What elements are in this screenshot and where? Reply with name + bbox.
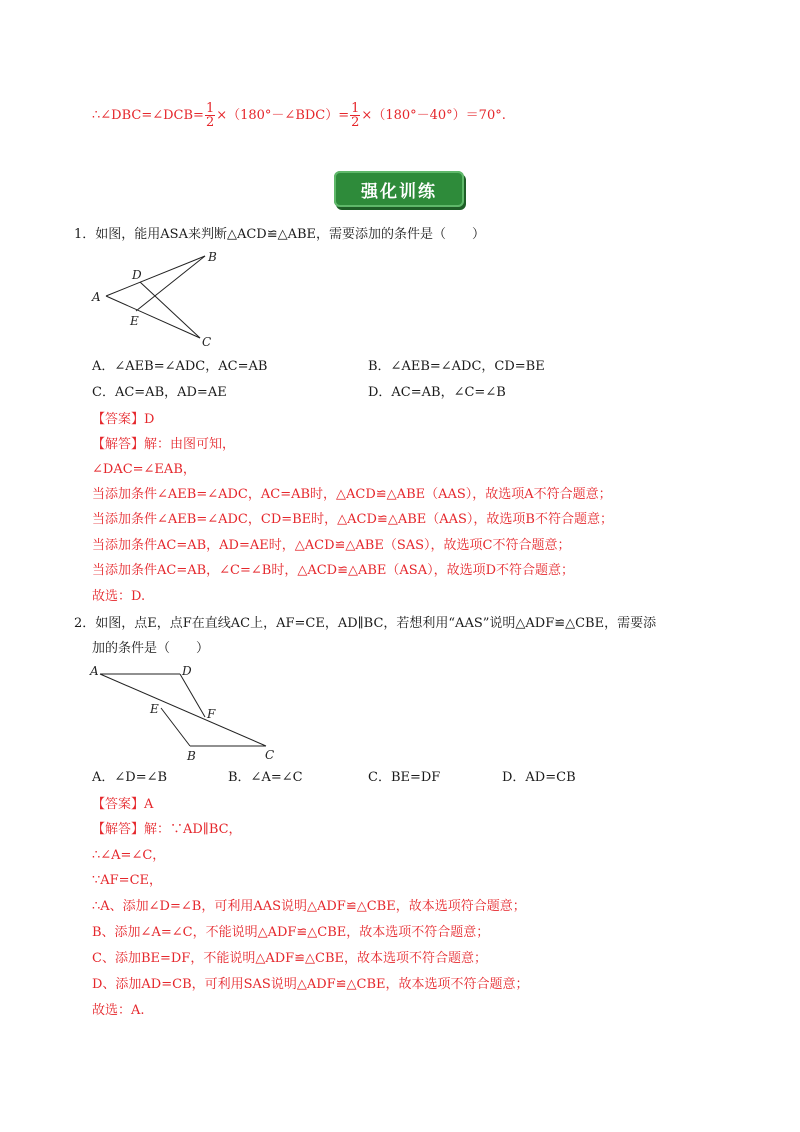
q2-analysis-line: B、添加∠A=∠C，不能说明△ADF≌△CBE，故本选项不符合题意；: [92, 925, 490, 940]
q2-label-e: E: [150, 702, 159, 716]
q2-label-d: D: [182, 664, 192, 678]
top-solution-line: [92, 102, 506, 129]
q2-analysis-line: ∵AF=CE，: [92, 873, 163, 888]
q2-analysis-line: ∴∠A=∠C，: [92, 848, 166, 863]
q2-analysis-line: D、添加AD=CB，可利用SAS说明△ADF≌△CBE，故本选项不符合题意；: [92, 977, 529, 992]
top-solution-suffix: ×（180°－40°）＝70°.: [361, 108, 506, 123]
q1-label-a: A: [92, 290, 101, 304]
q2-option-b: B．∠A=∠C: [228, 770, 303, 785]
q2-analysis-line: 【解答】解：∵AD∥BC，: [92, 822, 242, 837]
fraction-one-half-1: $\frac{1}{2}$: [205, 101, 215, 130]
q2-option-d: D．AD=CB: [502, 770, 576, 785]
q1-figure: [88, 248, 228, 352]
q1-label-b: B: [208, 250, 217, 264]
q1-label-c: C: [202, 335, 212, 348]
q1-stem: 1．如图，能用ASA来判断△ACD≌△ABE，需要添加的条件是（ ）: [74, 227, 486, 242]
q2-label-a: A: [90, 664, 99, 678]
fraction-one-half-2: $\frac{1}{2}$: [351, 101, 360, 130]
q2-option-c: C．BE=DF: [368, 770, 441, 785]
q2-label-b: B: [187, 749, 196, 762]
q1-option-c: C．AC=AB，AD=AE: [92, 385, 227, 400]
q1-analysis-line: 当添加条件∠AEB=∠ADC，AC=AB时，△ACD≌△ABE（AAS），故选项A不符合题意；: [92, 487, 612, 502]
q1-triangle-diagram: [88, 248, 228, 348]
q1-label-d: D: [132, 268, 142, 282]
q2-analysis-line: ∴A、添加∠D=∠B，可利用AAS说明△ADF≌△CBE，故本选项符合题意；: [92, 899, 526, 914]
top-solution-prefix: ∴∠DBC=∠DCB=: [92, 108, 204, 123]
q1-label-e: E: [130, 314, 139, 328]
q2-figure: [88, 662, 283, 766]
q2-analysis-line: C、添加BE=DF，不能说明△ADF≌△CBE，故本选项不符合题意；: [92, 951, 488, 966]
q1-analysis-line: 当添加条件∠AEB=∠ADC，CD=BE时，△ACD≌△ABE（AAS），故选项B不符合题意；: [92, 512, 613, 527]
q1-analysis-line: ∠DAC=∠EAB，: [92, 462, 196, 477]
q2-parallelogram-diagram: [88, 662, 283, 762]
q2-stem-line2: 加的条件是（ ）: [92, 641, 210, 656]
q2-answer: 【答案】A: [92, 797, 154, 812]
q1-answer: 【答案】D: [92, 412, 155, 427]
section-banner: 强化训练: [334, 171, 464, 207]
q2-option-a: A．∠D=∠B: [92, 770, 168, 785]
q2-label-c: C: [265, 748, 275, 762]
q2-analysis-line: 故选：A.: [92, 1003, 145, 1018]
q2-label-f: F: [207, 707, 216, 721]
top-solution-mid: ×（180°－∠BDC）=: [216, 108, 350, 123]
q1-option-b: B．∠AEB=∠ADC，CD=BE: [368, 359, 545, 374]
q1-analysis-line: 当添加条件AC=AB，∠C=∠B时，△ACD≌△ABE（ASA），故选项D不符合题意；: [92, 563, 575, 578]
q1-option-d: D．AC=AB，∠C=∠B: [368, 385, 506, 400]
q1-option-a: A．∠AEB=∠ADC，AC=AB: [92, 359, 268, 374]
q1-analysis-line: 当添加条件AC=AB，AD=AE时，△ACD≌△ABE（SAS），故选项C不符合题意；: [92, 538, 571, 553]
q2-stem-line1: 2．如图，点E，点F在直线AC上，AF=CE，AD∥BC，若想利用“AAS”说明△ADF≌△CBE，需要添: [74, 616, 657, 631]
q1-analysis-line: 【解答】解：由图可知，: [92, 437, 236, 452]
q1-analysis-line: 故选：D.: [92, 589, 146, 604]
